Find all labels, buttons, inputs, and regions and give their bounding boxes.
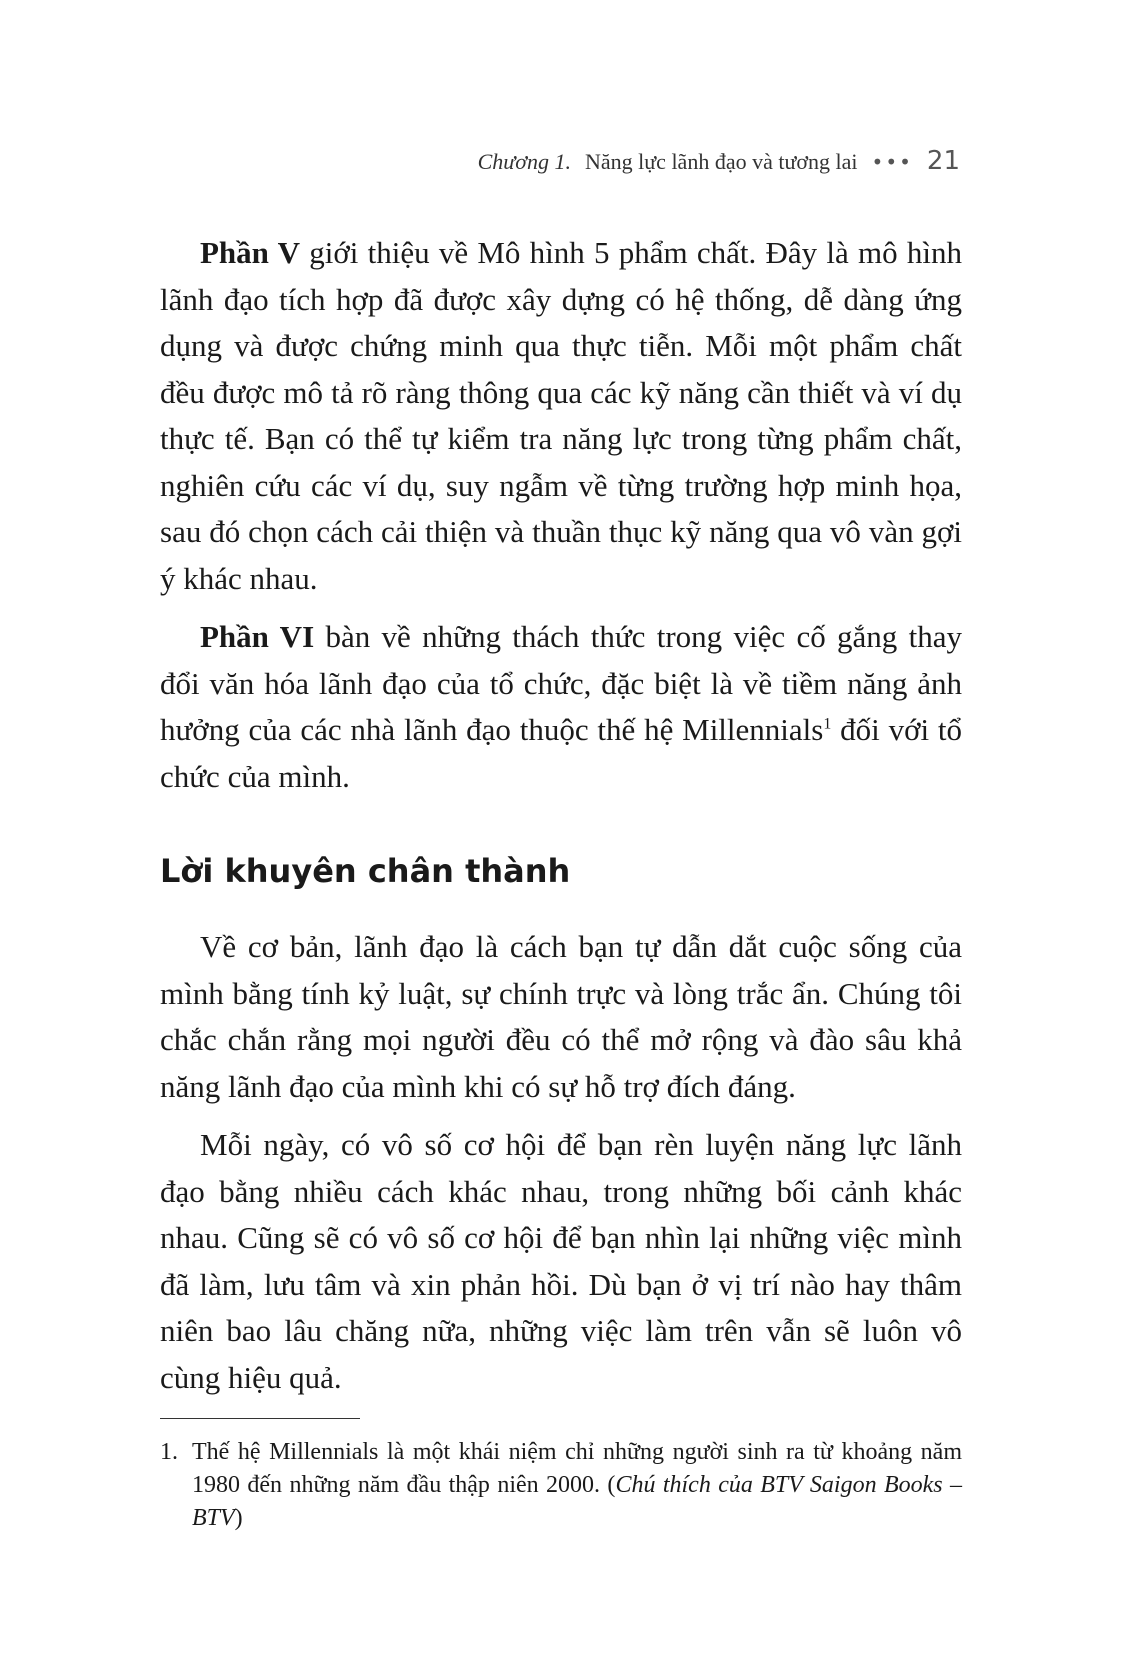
footnote-italic: Chú thích của BTV Saigon Books – BTV bbox=[192, 1472, 963, 1531]
body-content bbox=[160, 230, 962, 1413]
paragraph-advice-2: Mỗi ngày, có vô số cơ hội để bạn rèn luyện năng lực lãnh đạo bằng nhiều cách khác nhau, trong những bối cảnh khác nhau. Cũng sẽ có vô số cơ hội để bạn nhìn lại những việc mình đã làm, lưu tâm và xin phản hồi. Dù bạn ở vị trí nào hay thâm niên bao lâu chăng nữa, những việc làm trên vẫn sẽ luôn vô cùng hiệu quả. bbox=[160, 1127, 962, 1395]
part-vi-text-after: đối với tổ chức của mình. bbox=[160, 712, 962, 794]
running-header bbox=[478, 146, 960, 176]
footnote bbox=[160, 1436, 962, 1535]
footnote-text bbox=[192, 1436, 962, 1535]
header-dots: ••• bbox=[871, 150, 913, 174]
part-v-label: Phần V bbox=[200, 235, 300, 270]
section-heading: Lời khuyên chân thành bbox=[160, 852, 571, 890]
footnote-divider bbox=[160, 1418, 360, 1419]
paragraph-advice-1: Về cơ bản, lãnh đạo là cách bạn tự dẫn dắt cuộc sống của mình bằng tính kỷ luật, sự chính trực và lòng trắc ẩn. Chúng tôi chắc chắn rằng mọi người đều có thể mở rộng và đào sâu khả năng lãnh đạo của mình khi có sự hỗ trợ đích đáng. bbox=[160, 929, 962, 1104]
footnote-ref[interactable]: 1 bbox=[823, 715, 832, 733]
footnote-close: ) bbox=[234, 1505, 243, 1531]
footnote-number: 1. bbox=[160, 1439, 178, 1465]
paragraph-part-v bbox=[160, 230, 962, 602]
part-v-text: giới thiệu về Mô hình 5 phẩm chất. Đây là mô hình lãnh đạo tích hợp đã được xây dựng có hệ thống, dễ dàng ứng dụng và được chứng minh qua thực tiễn. Mỗi một phẩm chất đều được mô tả rõ ràng thông qua các kỹ năng cần thiết và ví dụ thực tế. Bạn có thể tự kiểm tra năng lực trong từng phẩm chất, nghiên cứu các ví dụ, suy ngẫm về từng trường hợp minh họa, sau đó chọn cách cải thiện và thuần thục kỹ năng qua vô vàn gợi ý khác nhau. bbox=[160, 235, 962, 596]
page-number: 21 bbox=[926, 146, 960, 176]
part-vi-label: Phần VI bbox=[200, 619, 315, 654]
footnote-body: Thế hệ Millennials là một khái niệm chỉ những người sinh ra từ khoảng năm 1980 đến những năm đầu thập niên 2000. ( bbox=[192, 1439, 962, 1498]
paragraph-part-vi bbox=[160, 614, 962, 800]
chapter-label: Chương 1. bbox=[477, 149, 571, 174]
chapter-title: Năng lực lãnh đạo và tương lai bbox=[584, 149, 858, 174]
part-vi-text: bàn về những thách thức trong việc cố gắng thay đổi văn hóa lãnh đạo của tổ chức, đặc biệt là về tiềm năng ảnh hưởng của các nhà lãnh đạo thuộc thế hệ Millennials bbox=[160, 619, 962, 747]
